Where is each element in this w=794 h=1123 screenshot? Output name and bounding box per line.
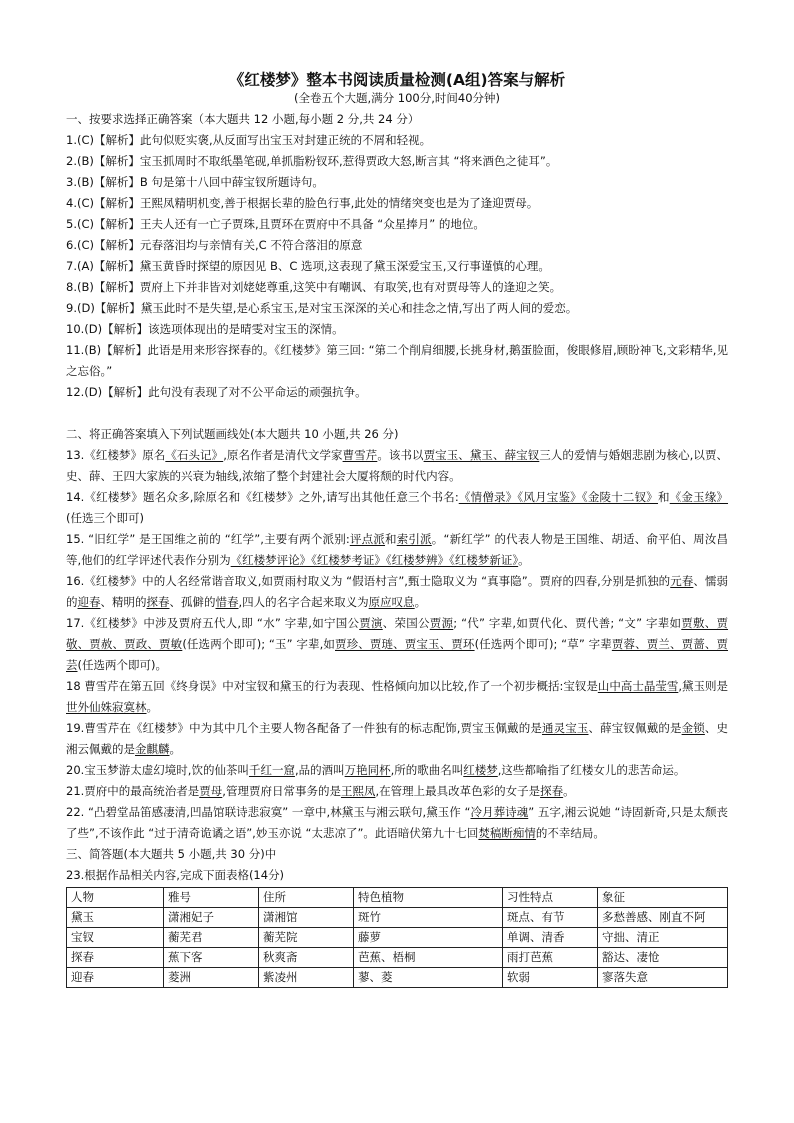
- text: 。: [563, 784, 575, 798]
- text: 和: [385, 532, 397, 546]
- text: 、史湘云佩戴的是: [66, 721, 729, 756]
- answer-blank: 金麒麟: [135, 742, 170, 756]
- question-18: [66, 676, 728, 718]
- answer-blank: 万艳同杯: [344, 763, 391, 777]
- answer-blank: 焚稿断痴情: [478, 826, 536, 840]
- text: 的不幸结局。: [535, 826, 605, 840]
- table-header-row: [67, 888, 728, 908]
- answer-blank: 千红一窟: [248, 763, 295, 777]
- question-23: 23.根据作品相关内容,完成下面表格(14分): [66, 868, 285, 882]
- text: 。: [414, 595, 427, 609]
- answer-item: 4.(C)【解析】王熙凤精明机变,善于根据长辈的脸色行事,此处的情绪突变也是为了逢迎贾母。: [66, 196, 539, 210]
- table-cell: 寥落失意: [598, 968, 728, 988]
- answer-item: 8.(B)【解析】贾府上下并非皆对刘姥姥尊重,这笑中有嘲讽、有取笑,也有对贾母等人的逢迎之笑。: [66, 280, 562, 294]
- text: ,管理贾府日常事务的是: [222, 784, 341, 798]
- table-header: 习性特点: [503, 888, 598, 908]
- answer-item: 12.(D)【解析】此句没有表现了对不公平命运的顽强抗争。: [66, 385, 367, 399]
- table-cell: 多愁善感、刚直不阿: [598, 908, 728, 928]
- question-20: [66, 760, 728, 781]
- text: ,所的歌曲名叫: [390, 763, 464, 777]
- answer-blank: 探春: [540, 784, 564, 798]
- answer-blank: 贾母: [199, 784, 223, 798]
- text: 。: [146, 700, 158, 714]
- text: 。“新红学” 的代表人物是王国维、胡适、俞平伯、周汝昌等,他们的红学评述代表作分别为: [66, 532, 729, 567]
- question-15: [66, 529, 728, 571]
- table-cell: 宝钗: [67, 928, 164, 948]
- answer-blank: 《红楼梦评论》《红楼梦考证》《红楼梦辨》《红楼梦新证》: [230, 553, 519, 567]
- table-header: 住所: [259, 888, 354, 908]
- table-cell: 蘅芜君: [164, 928, 259, 948]
- table-cell: 藤萝: [354, 928, 503, 948]
- question-22: [66, 802, 728, 844]
- table-cell: 雨打芭蕉: [503, 948, 598, 968]
- table-cell: 芭蕉、梧桐: [354, 948, 503, 968]
- section-1-heading: 一、按要求选择正确答案（本大题共 12 小题,每小题 2 分,共 24 分）: [66, 112, 420, 126]
- text: 、荣国公: [382, 616, 430, 630]
- table-header: 人物: [67, 888, 164, 908]
- section-2-heading: 二、将正确答案填入下列试题画线处(本大题共 10 小题,共 26 分): [66, 427, 399, 441]
- answer-blank: 通灵宝玉: [541, 721, 589, 735]
- answer-item: 5.(C)【解析】王夫人还有一亡子贾珠,且贾环在贾府中不具备 “众星捧月” 的地位。: [66, 217, 485, 231]
- table-header: 雅号: [164, 888, 259, 908]
- text: ” 五字,湘云说她 “诗固新奇,只是太颓丧了些”,不该作此 “过于清奇诡谲之语”,妙玉亦说 “太悲凉了”。此语暗伏第九十七回: [66, 805, 728, 840]
- answer-item: 10.(D)【解析】该选项体现出的是晴雯对宝玉的深情。: [66, 322, 344, 336]
- table-cell: 单调、清香: [503, 928, 598, 948]
- table-row: [67, 948, 728, 968]
- answer-blank: 世外仙姝寂寞林: [66, 700, 147, 714]
- question-17: [66, 613, 728, 676]
- text: 。: [169, 742, 181, 756]
- text: 三人的爱情与婚姻悲剧为核心,以贾、史、薛、王四大家族的兴衰为轴线,浓缩了整个封建社会大厦将颓的时代内容。: [66, 448, 729, 483]
- text: 、薛宝钗佩戴的是: [588, 721, 682, 735]
- text: 、孤僻的: [169, 595, 216, 609]
- text: ,这些都喻指了红楼女儿的悲苦命运。: [497, 763, 686, 777]
- answer-blank: 贾演: [359, 616, 383, 630]
- table-cell: 迎春: [67, 968, 164, 988]
- answer-blank: 贾敷、贾敬、贾赦、贾政、贾敏: [66, 616, 729, 651]
- text: 15. “旧红学” 是王国维之前的 “红学”,主要有两个派别:: [66, 532, 350, 546]
- answer-blank: 贾源: [429, 616, 454, 630]
- answer-blank: 惜春: [215, 595, 239, 609]
- text: 16.《红楼梦》中的人名经常谐音取义,如贾雨村取义为 “假语村言”,甄士隐取义为 “真事隐”。贾府的四春,分别是抓独的: [66, 574, 671, 588]
- text: 、懦弱的: [66, 574, 728, 609]
- answer-blank: 探春: [146, 595, 170, 609]
- table-cell: 秋爽斋: [259, 948, 354, 968]
- table-row: [67, 928, 728, 948]
- answer-blank: 金锁: [681, 721, 705, 735]
- text: (任选两个即可)。: [77, 658, 167, 672]
- text: 19.曹雪芹在《红楼梦》中为其中几个主要人物各配备了一件独有的标志配饰,贾宝玉佩戴的是: [66, 721, 542, 735]
- table-cell: 菱洲: [164, 968, 259, 988]
- answer-blank: 山中高士晶莹雪: [597, 679, 679, 693]
- answer-blank: 贾蓉、贾兰、贾蔷、贾芸: [66, 637, 729, 672]
- text: (任选两个即可); “玉” 字辈,如: [182, 637, 335, 651]
- text: ,四人的名字合起来取义为: [238, 595, 369, 609]
- table-cell: 豁达、凄怆: [598, 948, 728, 968]
- table-header: 特色植物: [354, 888, 503, 908]
- answer-blank: 索引派: [396, 532, 432, 546]
- section-3-heading: 三、简答题(本大题共 5 小题,共 30 分)中: [66, 847, 277, 861]
- text: 。: [518, 553, 530, 567]
- text: 22. “凸碧堂品笛感凄清,凹晶馆联诗悲寂寞” 一章中,林黛玉与湘云联句,黛玉作 “: [66, 805, 471, 819]
- answer-item: 1.(C)【解析】此句似贬实褒,从反面写出宝玉对封建正统的不屑和轻视。: [66, 133, 432, 147]
- answer-blank: 冷月葬诗魂: [470, 805, 529, 819]
- text: 13.《红楼梦》原名: [66, 448, 166, 462]
- text: ,品的酒叫: [294, 763, 345, 777]
- text: ; “代” 字辈,如贾代化、贾代善; “文” 字辈如: [453, 616, 682, 630]
- answer-blank: 元春: [670, 574, 694, 588]
- text: ,在管理上最具改革色彩的女子是: [375, 784, 541, 798]
- table-row: [67, 968, 728, 988]
- table-header: 象征: [598, 888, 728, 908]
- text: 17.《红楼梦》中涉及贾府五代人,即 “水” 字辈,如宁国公: [66, 616, 360, 630]
- answer-item: 7.(A)【解析】黛玉黄昏时探望的原因见 B、C 选项,这表现了黛玉深爱宝玉,又行事谨慎的心理。: [66, 259, 550, 273]
- answer-sheet: [66, 70, 728, 988]
- table-cell: 黛玉: [67, 908, 164, 928]
- answer-item: 11.(B)【解析】此语是用来形容探春的。《红楼梦》第三回: “第二个削肩细腰,长挑身材,鹅蛋脸面，俊眼修眉,顾盼神飞,文彩精华,见之忘俗。”: [66, 343, 728, 378]
- table-row: [67, 908, 728, 928]
- table-cell: 紫凌州: [259, 968, 354, 988]
- table-cell: 软弱: [503, 968, 598, 988]
- text: ,黛玉则是: [678, 679, 729, 693]
- answer-item: 6.(C)【解析】元春落泪均与亲情有关,C 不符合落泪的原意: [66, 238, 363, 252]
- answer-item: 2.(B)【解析】宝玉抓周时不取纸墨笔砚,单抓脂粉钗环,惹得贾政大怒,断言其 “将来酒色之徒耳”。: [66, 154, 558, 168]
- text: 20.宝玉梦游太虚幻境时,饮的仙茶叫: [66, 763, 249, 777]
- answer-blank: 贾珍、贾琏、贾宝玉、贾环: [335, 637, 475, 651]
- answer-item: 3.(B)【解析】B 句是第十八回中薛宝钗所题诗句。: [66, 175, 324, 189]
- answer-blank: 王熙凤: [340, 784, 376, 798]
- table-cell: 潇湘馆: [259, 908, 354, 928]
- answer-blank: 红楼梦: [463, 763, 498, 777]
- text: (任选三个即可): [66, 511, 144, 525]
- answer-blank: 《情僧录》《风月宝鉴》《金陵十二钗》: [458, 490, 659, 504]
- text: 14.《红楼梦》题名众多,除原名和《红楼梦》之外,请写出其他任意三个书名:: [66, 490, 459, 504]
- table-cell: 蘅芜院: [259, 928, 354, 948]
- answer-blank: 《石头记》: [165, 448, 224, 462]
- text: 和: [658, 490, 670, 504]
- page-subtitle: (全卷五个大题,满分 100分,时间40分钟): [293, 91, 501, 105]
- table-cell: 探春: [67, 948, 164, 968]
- answer-blank: 贾宝玉、黛玉、薛宝钗: [423, 448, 540, 462]
- question-14: [66, 487, 728, 529]
- answer-blank: 评点派: [349, 532, 386, 546]
- answer-blank: 迎春: [77, 595, 101, 609]
- table-cell: 斑竹: [354, 908, 503, 928]
- answer-blank: 《金玉缘》: [669, 490, 729, 504]
- question-16: [66, 571, 728, 613]
- question-13: [66, 445, 728, 487]
- text: (任选两个即可); “草” 字辈: [474, 637, 612, 651]
- question-19: [66, 718, 728, 760]
- text: 18 曹雪芹在第五回《终身误》中对宝钗和黛玉的行为表现、性格倾向加以比较,作了一个初步概括:宝钗是: [66, 679, 598, 693]
- text: 、精明的: [100, 595, 147, 609]
- answer-blank: 曹雪芹: [342, 448, 378, 462]
- answer-item: 9.(D)【解析】黛玉此时不是失望,是心系宝玉,是对宝玉深深的关心和挂念之情,写出了两人间的爱恋。: [66, 301, 578, 315]
- table-cell: 斑点、有节: [503, 908, 598, 928]
- answer-blank: 原应叹息: [368, 595, 415, 609]
- table-cell: 守拙、清正: [598, 928, 728, 948]
- question-21: [66, 781, 728, 802]
- table-cell: 蕉下客: [164, 948, 259, 968]
- text: 21.贾府中的最高统治者是: [66, 784, 200, 798]
- character-table: [66, 887, 728, 988]
- table-cell: 蓼、菱: [354, 968, 503, 988]
- table-cell: 潇湘妃子: [164, 908, 259, 928]
- text: ,原名作者是清代文学家: [223, 448, 343, 462]
- text: 。该书以: [377, 448, 424, 462]
- page-title: 《红楼梦》整本书阅读质量检测(A组)答案与解析: [228, 71, 566, 89]
